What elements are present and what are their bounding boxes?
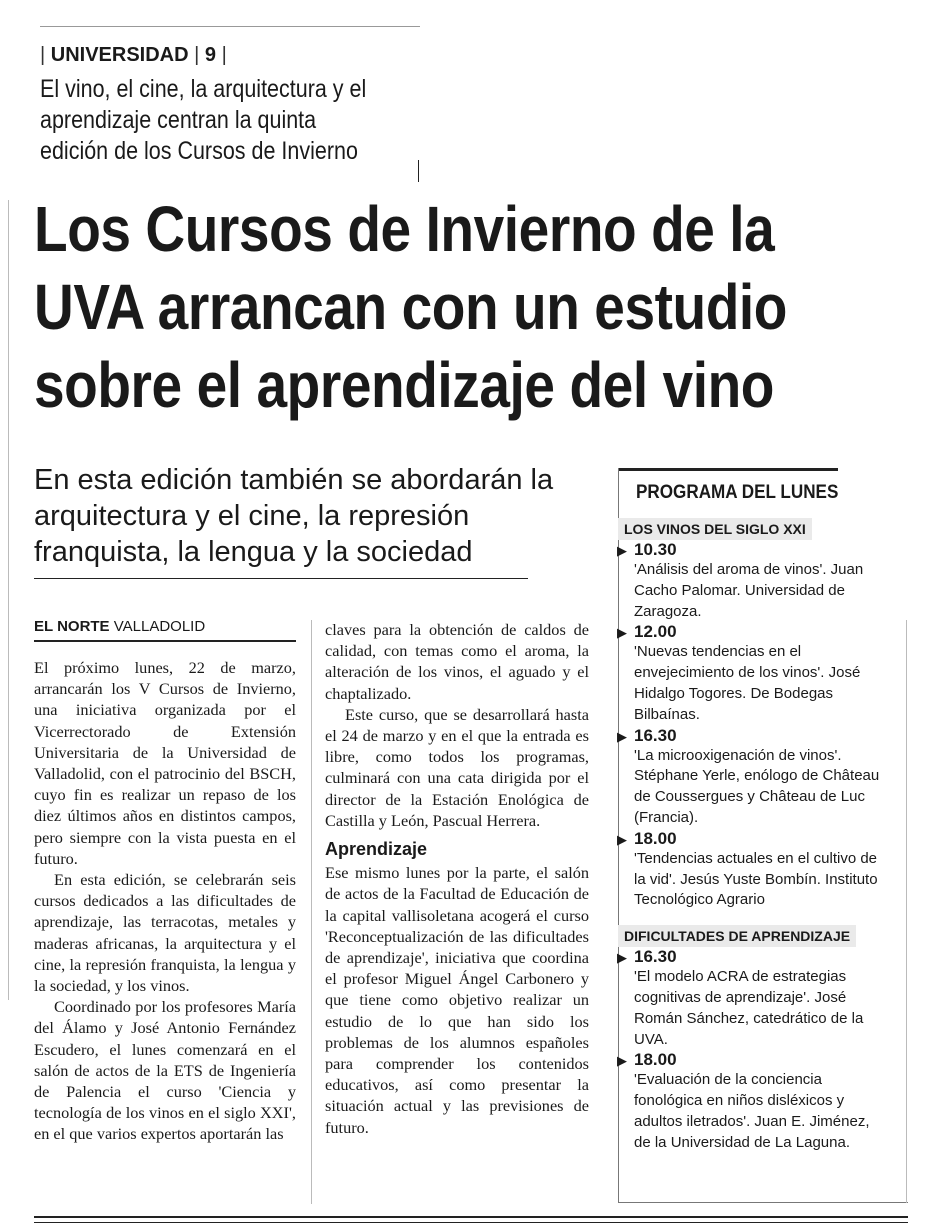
- headline: Los Cursos de Invierno de la UVA arrancan con un estudio sobre el aprendizaje del vino: [34, 193, 787, 421]
- schedule-time: ▶ 12.00: [634, 622, 878, 642]
- left-margin-line: [8, 200, 9, 1000]
- paragraph: El próximo lunes, 22 de marzo, arrancarán los V Cursos de Invierno, una iniciativa organizada por el Vicerrectorado de Extensión Universitaria de la Universidad de Valladolid, con el patrocinio del BSCH, cuyo fin es realizar un repaso de los diez últimos años en distintos campos, pero siempre con la vista puesta en el futuro.: [34, 658, 296, 868]
- byline-rule: [34, 640, 296, 642]
- sidebar-bottom-line: [618, 1202, 908, 1203]
- schedule-item: [634, 726, 878, 829]
- byline-place: VALLADOLID: [113, 618, 206, 635]
- body-column-1: [34, 657, 296, 1145]
- section-label: | UNIVERSIDAD | 9 |: [40, 44, 227, 66]
- schedule-text: 'Evaluación de la conciencia fonológica en niños disléxicos y adultos iletrados'. Juan E. Jiménez, de la Universidad de La Laguna.: [634, 1071, 870, 1151]
- sidebar-title: PROGRAMA DEL LUNES: [636, 482, 839, 503]
- subhead-rule: [34, 578, 528, 579]
- schedule-time: ▶ 16.30: [634, 726, 878, 746]
- byline-source: EL NORTE: [34, 618, 110, 635]
- paragraph: Coordinado por los profesores María del Álamo y José Antonio Fernández Escudero, el lunes comenzará en el salón de actos de la ETS de Ingeniería de Palencia el curso 'Ciencia y tecnología de los vinos en el siglo XXI', en el que varios expertos aportarán las: [34, 997, 296, 1144]
- body-column-2: [325, 619, 589, 1138]
- column-divider: [311, 620, 312, 1204]
- bottom-rule: [34, 1216, 908, 1218]
- schedule-item: [634, 622, 878, 725]
- schedule-time: ▶ 16.30: [634, 947, 878, 967]
- page-number: 9: [204, 44, 217, 66]
- subheading: Aprendizaje: [325, 839, 428, 860]
- top-rule: [40, 26, 420, 27]
- schedule-text: 'El modelo ACRA de estrategias cognitivas de aprendizaje'. José Román Sánchez, catedrático de la UVA.: [634, 968, 864, 1048]
- paragraph: En esta edición, se celebrarán seis cursos dedicados a las dificultades de aprendizaje, las terracotas, metales y maderas africanas, la arquitectura y el cine, la represión franquista, la lengua y la sociedad, y los vinos.: [34, 870, 296, 996]
- deck-divider: [418, 160, 419, 182]
- paragraph: Este curso, que se desarrollará hasta el 24 de marzo y en el que la entrada es libre, como todos los programas, culminará con una cata dirigida por el director de la Estación Enológica de Castilla y León, Pascual Herrera.: [325, 704, 589, 830]
- bottom-rule-thin: [34, 1222, 908, 1223]
- schedule-text: 'Tendencias actuales en el cultivo de la vid'. Jesús Yuste Bombín. Instituto Tecnológico Agrario: [634, 849, 878, 909]
- sidebar-right-line: [906, 620, 907, 1203]
- paragraph: claves para la obtención de caldos de calidad, con temas como el aroma, la alteración de los vinos, el aguado y el chaptalizado.: [325, 620, 589, 703]
- schedule-item: [634, 540, 878, 622]
- sidebar-section-heading: DIFICULTADES DE APRENDIZAJE: [618, 925, 856, 947]
- schedule-text: 'Análisis del aroma de vinos'. Juan Cacho Palomar. Universidad de Zaragoza.: [634, 561, 864, 620]
- deck: El vino, el cine, la arquitectura y el aprendizaje centran la quinta edición de los Cursos de Invierno: [40, 75, 367, 165]
- byline: [34, 618, 205, 635]
- schedule-item: [634, 1050, 878, 1153]
- program-sidebar: [618, 468, 878, 1154]
- schedule-text: 'Nuevas tendencias en el envejecimiento de los vinos'. José Hidalgo Togores. De Bodegas Bilbaínas.: [634, 643, 861, 723]
- sidebar-section-heading: LOS VINOS DEL SIGLO XXI: [618, 518, 812, 540]
- subhead: En esta edición también se abordarán la arquitectura y el cine, la represión franquista, la lengua y la sociedad: [34, 464, 554, 568]
- schedule-time: ▶ 18.00: [634, 829, 878, 849]
- schedule-time: ▶ 18.00: [634, 1050, 878, 1070]
- section-name: UNIVERSIDAD: [50, 44, 189, 66]
- schedule-time: ▶ 10.30: [634, 540, 878, 560]
- schedule-item: [634, 829, 878, 911]
- schedule-text: 'La microoxigenación de vinos'. Stéphane Yerle, enólogo de Château de Coussergues y Château de Luc (Francia).: [634, 746, 880, 826]
- paragraph: Ese mismo lunes por la parte, el salón de actos de la Facultad de Educación de la capital vallisoletana acogerá el curso 'Reconceptualización de las dificultades de aprendizaje', iniciativa que coordina el profesor Miguel Ángel Carbonero y que tiene como objetivo realizar un estudio de lo que han sido los problemas de los alumnos españoles para comprender los contenidos educativos, así como presentar la situación actual y las previsiones de futuro.: [325, 863, 589, 1137]
- schedule-item: [634, 947, 878, 1050]
